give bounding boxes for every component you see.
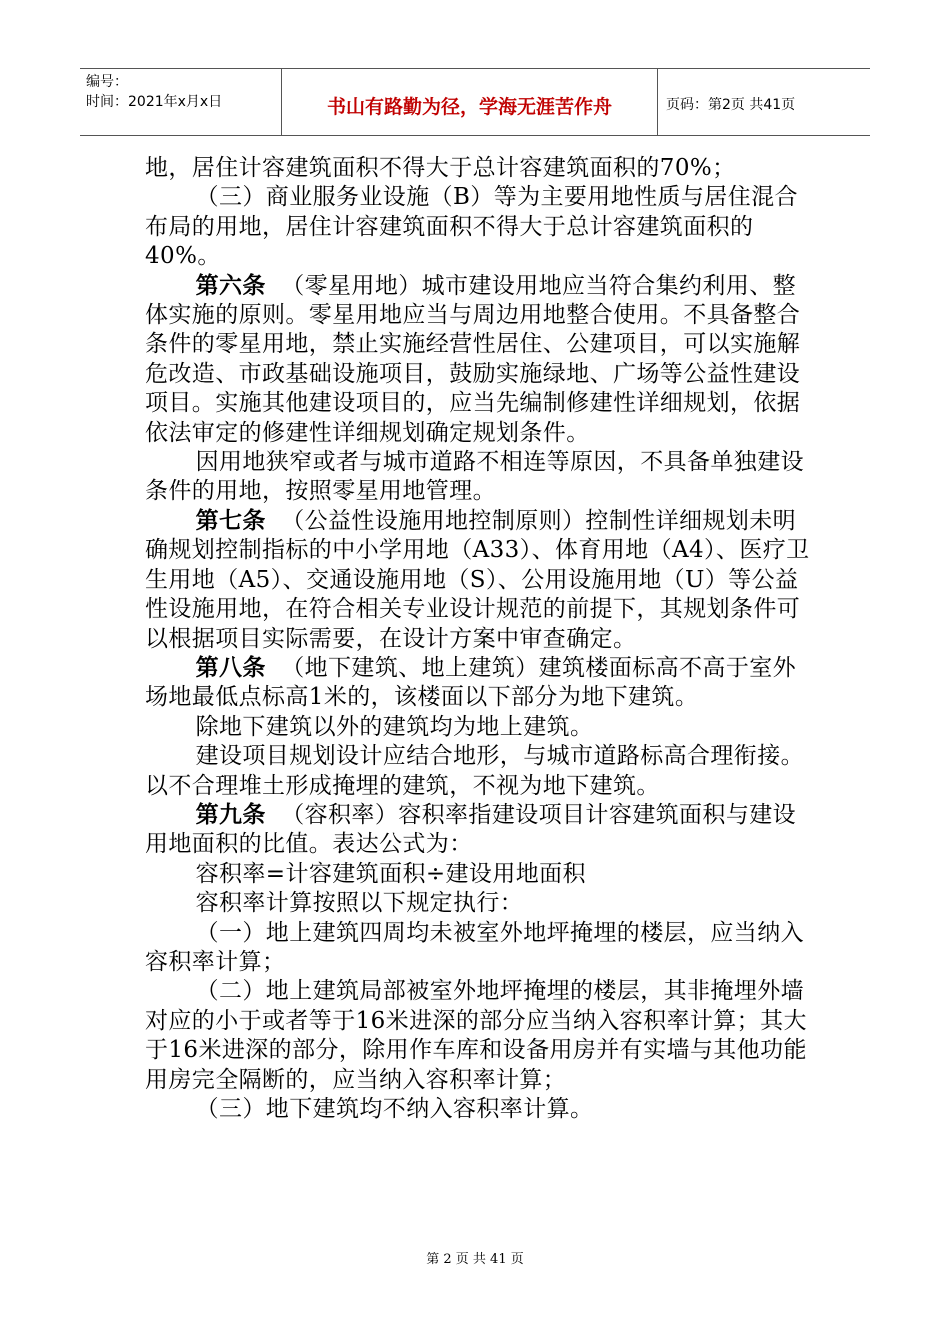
article-number: 第八条 [195,654,266,681]
paragraph [145,919,810,978]
paragraph-text: （公益性设施用地控制原则）控制性详细规划未明确规划控制指标的中小学用地（A33）、体育用地（A4）、医疗卫生用地（A5）、交通设施用地（S）、公用设施用地（U）等公益性设施用地，在符合相关专业设计规范的前提下，其规划条件可以根据项目实际需要，在设计方案中审查确定。 [145,507,810,652]
paragraph-text: 地，居住计容建筑面积不得大于总计容建筑面积的70%； [145,155,736,181]
paragraph [145,977,810,1095]
paragraph [145,183,810,271]
paragraph [145,154,810,183]
article-paragraph [145,654,810,713]
article-paragraph [145,507,810,654]
time-label: 时间：2021年x月x日 [86,94,223,110]
paragraph [145,860,810,889]
header-motto: 书山有路勤为径，学海无涯苦作舟 [282,69,658,135]
article-paragraph [145,801,810,860]
paragraph-text: （三）地下建筑均不纳入容积率计算。 [195,1096,594,1122]
paragraph-text: （地下建筑、地上建筑）建筑楼面标高不高于室外场地最低点标高1米的，该楼面以下部分为地下建筑。 [145,654,797,711]
document-body [145,154,810,1124]
paragraph-text: （容积率）容积率指建设项目计容建筑面积与建设用地面积的比值。表达公式为： [145,801,797,858]
paragraph [145,713,810,742]
paragraph [145,742,810,801]
paragraph-text: （二）地上建筑局部被室外地坪掩埋的楼层，其非掩埋外墙对应的小于或者等于16米进深的部分应当纳入容积率计算；其大于16米进深的部分，除用作车库和设备用房并有实墙与其他功能用房完全隔断的，应当纳入容积率计算； [145,978,807,1093]
paragraph-text: 容积率计算按照以下规定执行： [195,890,524,917]
paragraph-text: 因用地狭窄或者与城市道路不相连等原因，不具备单独建设条件的用地，按照零星用地管理。 [145,449,804,505]
article-paragraph [145,272,810,448]
paragraph-text: 容积率=计容建筑面积÷建设用地面积 [195,860,586,887]
paragraph-text: （零星用地）城市建设用地应当符合集约利用、整体实施的原则。零星用地应当与周边用地整合使用。不具备整合条件的零星用地，禁止实施经营性居住、公建项目，可以实施解危改造、市政基础设施项目，鼓励实施绿地、广场等公益性建设项目。实施其他建设项目的，应当先编制修建性详细规划，依据依法审定的修建性详细规划确定规划条件。 [145,272,801,446]
header-page-info: 页码：第2页 共41页 [666,97,796,113]
paragraph-text: 除地下建筑以外的建筑均为地上建筑。 [195,713,594,740]
article-number: 第七条 [195,507,266,534]
paragraph-text: （三）商业服务业设施（B）等为主要用地性质与居住混合布局的用地，居住计容建筑面积不得大于总计容建筑面积的40%。 [145,184,798,270]
article-number: 第九条 [195,801,266,828]
header-meta [80,69,282,135]
paragraph-text: 建设项目规划设计应结合地形，与城市道路标高合理衔接。以不合理堆土形成掩埋的建筑，不视为地下建筑。 [145,743,804,799]
page-footer: 第 2 页 共 41 页 [426,1252,524,1267]
page-header [80,68,870,136]
article-number: 第六条 [195,272,266,299]
paragraph-text: （一）地上建筑四周均未被室外地坪掩埋的楼层，应当纳入容积率计算； [145,919,804,975]
paragraph [145,889,810,918]
number-label: 编号： [86,74,128,90]
paragraph [145,1095,810,1124]
paragraph [145,448,810,507]
